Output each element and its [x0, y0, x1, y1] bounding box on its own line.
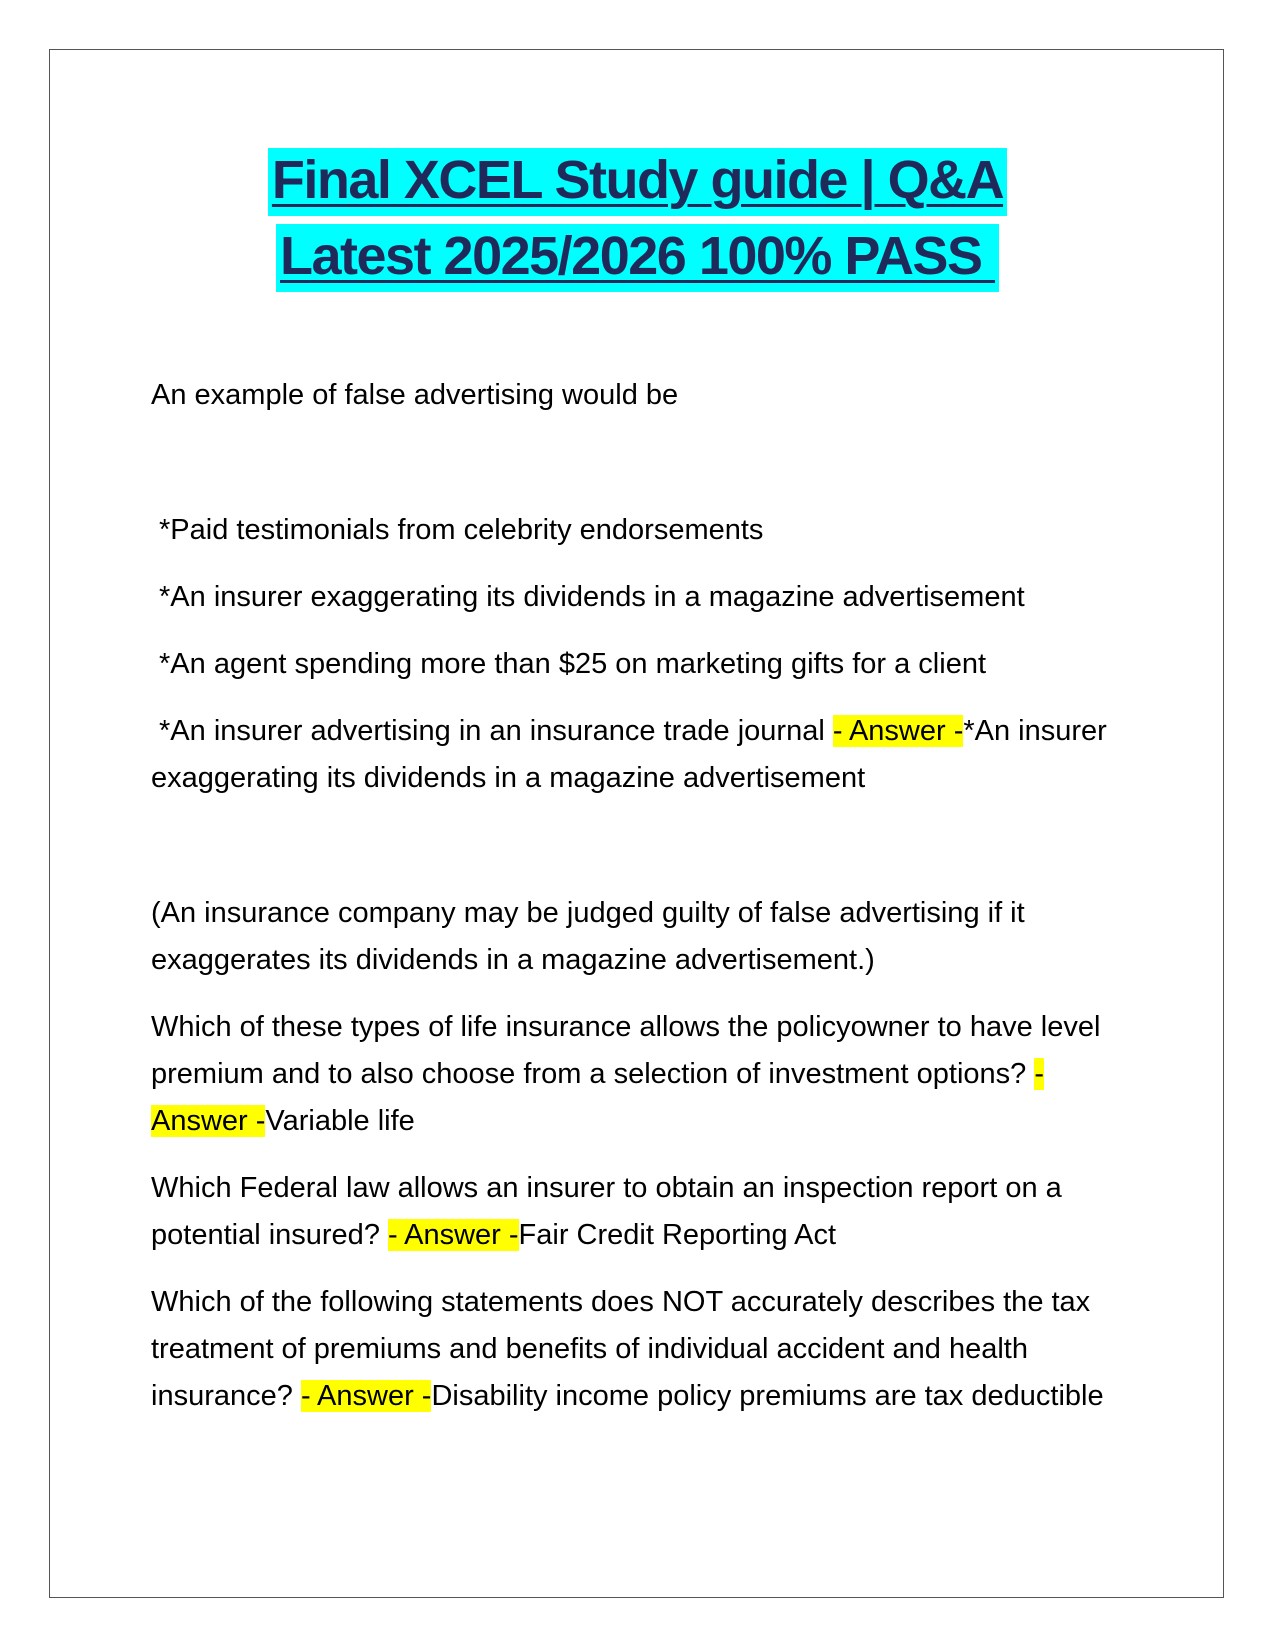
option-4-with-answer — [151, 708, 1126, 802]
option-4: *An insurer advertising in an insurance trade journal — [159, 715, 833, 747]
option-1: *Paid testimonials from celebrity endorsements — [159, 514, 764, 546]
answer-1: *An insurer exaggerating its dividends in a magazine advertisement — [151, 715, 1107, 794]
document-body — [151, 372, 1126, 1420]
question-4-block — [151, 1279, 1126, 1420]
answer-2: Variable life — [265, 1105, 415, 1137]
answer-marker: - Answer - — [151, 1058, 1045, 1137]
answer-3: Fair Credit Reporting Act — [518, 1219, 837, 1251]
question-2-block — [151, 1004, 1126, 1145]
title-line-1: Final XCEL Study guide | Q&A — [268, 148, 1007, 216]
option-3: *An agent spending more than $25 on marketing gifts for a client — [159, 648, 987, 680]
question-3-block — [151, 1165, 1126, 1259]
option-2: *An insurer exaggerating its dividends in a magazine advertisement — [159, 581, 1025, 613]
answer-4: Disability income policy premiums are tax deductible — [431, 1380, 1104, 1412]
title-line-2: Latest 2025/2026 100% PASS — [276, 224, 999, 292]
question-4: Which of the following statements does NOT accurately describes the tax treatment of premiums and benefits of individual accident and health insurance? — [151, 1286, 1091, 1412]
answer-marker: - Answer - — [388, 1219, 519, 1251]
answer-marker: - Answer - — [300, 1380, 432, 1412]
document-title — [0, 148, 1275, 292]
question-3: Which Federal law allows an insurer to obtain an inspection report on a potential insured? — [151, 1172, 1062, 1251]
rationale-1: (An insurance company may be judged guilty of false advertising if it exaggerates its dividends in a magazine advertisement.) — [151, 897, 1025, 976]
question-2: Which of these types of life insurance allows the policyowner to have level premium and to also choose from a selection of investment options? — [151, 1011, 1101, 1090]
answer-marker: - Answer - — [832, 715, 964, 747]
question-1: An example of false advertising would be — [151, 379, 679, 411]
